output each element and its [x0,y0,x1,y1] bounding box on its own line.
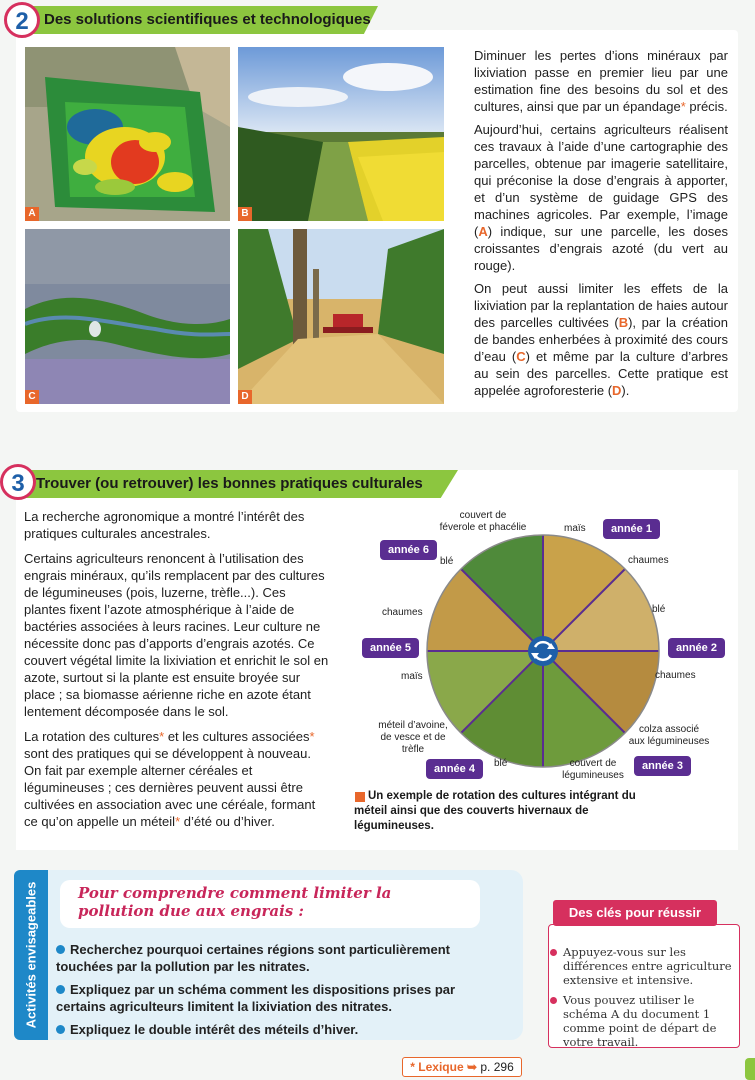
activities-side-label: Activités envisageables [23,881,39,1029]
s3-paragraph-3 [24,728,330,830]
year-badge-5: année 5 [362,638,419,658]
label-ble-top-left: blé [440,556,454,567]
cycle-arrows-icon [528,636,558,666]
lexique-star: * [159,729,165,744]
activities-side-tab [14,870,48,1040]
tips-title: Des clés pour réussir [553,900,717,926]
lexique-label: Lexique [418,1060,464,1074]
photo-label-b: B [238,207,252,221]
s3-paragraph-2: Certains agriculteurs renoncent à l’utilisation des engrais minéraux, qu’ils remplacent par des cultures de légumineuses (pois, luzerne, trèfle...). Ces plantes fixent l’azote atmosphérique à l’aide de bactéries associées à leurs racines. Leur culture ne nécessite donc pas d’apports d’engrais azotés. Ce couvert végétal limite la lixiviation et enrichit le sol en azote, surtout si la plante est ensuite broyée sur place ; sa biomasse aérienne riche en azote étant lentement décomposée dans le sol. [24,551,329,719]
page-edge-tab [745,1058,755,1080]
photo-b-hedges [238,47,444,221]
bullet-icon [56,1025,65,1034]
label-chaumes-left: chaumes [382,607,423,618]
ref-d: D [612,383,622,398]
activity-item-3 [56,1021,506,1038]
text-run: ). [621,383,630,398]
label-meteil: méteil d’avoine, de vesce et de trèfle [378,720,448,755]
label-mais-left: maïs [401,671,423,682]
s2-paragraph-3 [474,280,728,399]
year-badge-3: année 3 [634,756,691,776]
lexique-star: * [309,729,315,744]
text-run: Diminuer les pertes d’ions minéraux par lixiviation passe en premier lieu par une estimation fine des besoins du sol et des cultures, ainsi que par un épandage [474,48,728,114]
year-badge-6: année 6 [380,540,437,560]
label-chaumes-top-right: chaumes [628,555,669,566]
text-run: ) indique, sur une parcelle, les doses croissantes d’engrais azoté (du vert au rouge). [474,224,728,273]
activity-item-1 [56,941,506,975]
photo-a-fertilizer-map [25,47,230,221]
section-3-number: 3 [0,464,36,500]
text-run: précis. [685,99,728,114]
lexique-star: * [410,1060,415,1074]
lexique-page: p. 296 [480,1060,514,1074]
tip-item-2: Vous pouvez utiliser le schéma A du document 1 comme point de départ de votre travail. [563,993,717,1049]
section-3-text [24,508,330,838]
label-couvert-legumineuses: couvert de légumineuses [562,758,624,781]
ref-a: A [478,224,488,239]
wheel-caption: Un exemple de rotation des cultures intégrant du méteil ainsi que des couverts hivernaux de légumineuses. [354,790,636,832]
bullet-icon [56,985,65,994]
arrow-icon: ➥ [466,1060,478,1074]
activity-item-2 [56,981,506,1015]
ref-b: B [618,315,629,330]
year-badge-4: année 4 [426,759,483,779]
photo-c-grass-strips [25,229,230,404]
year-badge-2: année 2 [668,638,725,658]
tip-item-1: Appuyez-vous sur les différences entre agriculture extensive et intensive. [563,945,732,987]
label-mais-top: maïs [564,523,586,534]
text-run: d’été ou d’hiver. [180,814,275,829]
photo-d-agroforestry [238,229,444,404]
photo-label-c: C [25,390,39,404]
label-ble-right: blé [652,604,666,615]
activity-text: Expliquez par un schéma comment les dispositions prises par certains agriculteurs limitent la lixiviation des nitrates. [56,982,456,1014]
label-ble-bottom: blé [494,758,508,769]
year-badge-1: année 1 [603,519,660,539]
lexique-link[interactable] [402,1057,522,1077]
s3-paragraph-1: La recherche agronomique a montré l’intérêt des pratiques culturales ancestrales. [24,509,305,541]
text-run: sont des pratiques qui se développent à nouveau. On fait par exemple alterner céréales et légumineuses ; ces dernières peuvent aussi être cultivées en association avec une céréale, formant ce qu’on appelle un méteil [24,746,316,829]
text-run: On peut aussi limiter les effets de la lixiviation par la replantation de haies autour des parcelles cultivées ( [474,281,728,330]
ref-c: C [516,349,526,364]
section-2-text [474,47,728,405]
label-couvert-feverole: couvert de féverole et phacélie [439,510,527,533]
activity-text: Expliquez le double intérêt des méteils d’hiver. [70,1022,359,1037]
section-2-title: Des solutions scientifiques et technologiques [44,11,371,28]
photo-label-a: A [25,207,39,221]
text-run: ), par la création de bandes enherbées à proximité des cours d’eau ( [474,315,728,364]
text-run: La rotation des cultures [24,729,160,744]
s2-paragraph-1 [474,47,728,115]
text-run: ) et même par la culture d’arbres au sein des parcelles. Cette pratique est appelée agroforesterie ( [474,349,729,398]
label-colza: colza associé aux légumineuses [628,724,710,747]
label-chaumes-right: chaumes [655,670,696,681]
tip-bullet-icon [550,949,557,956]
lexique-star: * [175,814,181,829]
activities-title: Pour comprendre comment limiter la pollution due aux engrais : [78,884,392,920]
activity-text: Recherchez pourquoi certaines régions sont particulièrement touchées par la pollution par les nitrates. [56,942,450,974]
text-run: Aujourd’hui, certains agriculteurs réalisent ces travaux à l’aide d’une cartographie des parcelles, obtenue par imagerie satellitaire, qui préconise la dose d’engrais à apporter, et d’un système de guidage GPS des machines agricoles. Par exemple, l’image ( [474,122,728,239]
bullet-icon [56,945,65,954]
s2-paragraph-2 [474,121,728,274]
text-run: et les cultures associées [164,729,310,744]
lexique-star: * [680,99,686,114]
section-3-title: Trouver (ou retrouver) les bonnes pratiques culturales [36,475,423,492]
photo-label-d: D [238,390,252,404]
section-2-number: 2 [4,2,40,38]
tip-bullet-icon [550,997,557,1004]
